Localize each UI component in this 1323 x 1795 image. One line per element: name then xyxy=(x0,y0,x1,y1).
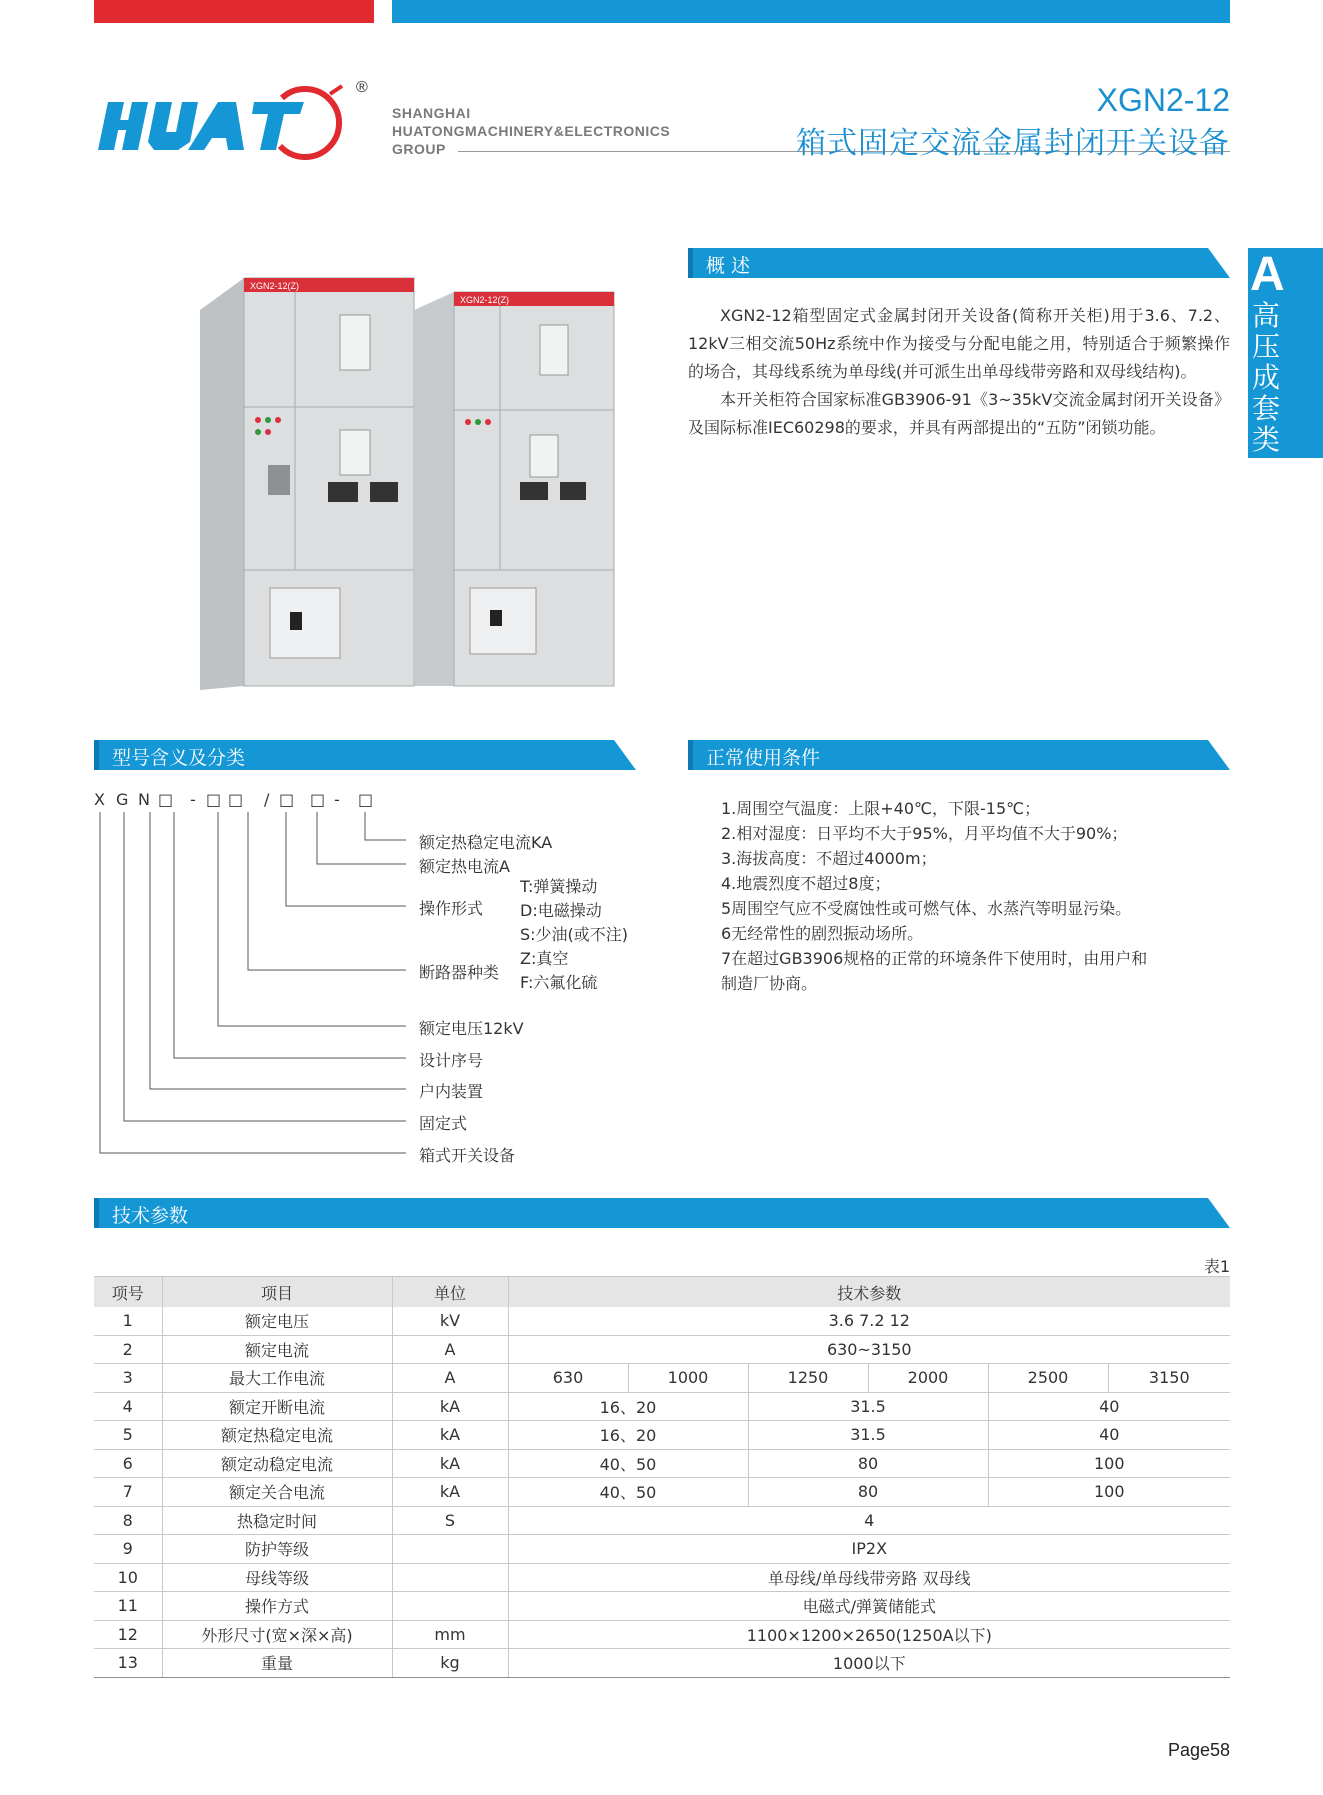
label-vacuum: Z:真空 xyxy=(520,949,569,968)
cell-value: 电磁式/弹簧储能式 xyxy=(508,1592,1230,1621)
cell-no: 12 xyxy=(94,1620,162,1649)
company-name: SHANGHAI HUATONGMACHINERY&ELECTRONICS GROUP xyxy=(392,105,671,157)
condition-item: 5周围空气应不受腐蚀性或可燃气体、水蒸汽等明显污染。 xyxy=(721,899,1132,918)
page-title: 箱式固定交流金属封闭开关设备 xyxy=(796,126,1230,161)
cell-unit: kA xyxy=(392,1449,508,1478)
cell-value: 16、20 xyxy=(508,1392,748,1421)
cell-unit xyxy=(392,1535,508,1564)
cell-value: 630~3150 xyxy=(508,1335,1230,1364)
label-oil: S:少油(或不注) xyxy=(520,925,629,944)
condition-item: 1.周围空气温度：上限+40℃，下限-15℃； xyxy=(721,799,1041,818)
cell-value: 单母线/单母线带旁路 双母线 xyxy=(508,1563,1230,1592)
table-row xyxy=(94,1478,1230,1507)
cell-value: 80 xyxy=(748,1478,988,1507)
cell-value: 40 xyxy=(988,1392,1230,1421)
header-unit: 单位 xyxy=(392,1277,508,1308)
cell-value: 40 xyxy=(988,1421,1230,1450)
cell-unit: kg xyxy=(392,1649,508,1678)
cell-no: 1 xyxy=(94,1307,162,1335)
page-number: Page58 xyxy=(1167,1740,1230,1760)
cell-item: 热稳定时间 xyxy=(162,1506,392,1535)
code-char: - xyxy=(334,790,340,809)
cell-item: 防护等级 xyxy=(162,1535,392,1564)
cell-no: 4 xyxy=(94,1392,162,1421)
table-row xyxy=(94,1563,1230,1592)
cell-value: 630 xyxy=(508,1364,628,1393)
label-thermal-stable-current: 额定热稳定电流KA xyxy=(419,833,553,852)
table-header-row xyxy=(94,1277,1230,1308)
header-params: 技术参数 xyxy=(508,1277,1230,1308)
label-indoor: 户内装置 xyxy=(419,1082,484,1101)
code-char: G xyxy=(116,790,129,809)
code-char: □ xyxy=(310,790,326,809)
cell-no: 8 xyxy=(94,1506,162,1535)
cell-no: 7 xyxy=(94,1478,162,1507)
cell-value: 1250 xyxy=(748,1364,868,1393)
code-char: □ xyxy=(228,790,244,809)
cell-unit: A xyxy=(392,1335,508,1364)
table-row xyxy=(94,1307,1230,1335)
cell-value: 100 xyxy=(988,1478,1230,1507)
cell-value: 2000 xyxy=(868,1364,988,1393)
cell-unit: kA xyxy=(392,1478,508,1507)
condition-item: 3.海拔高度：不超过4000m； xyxy=(721,849,937,868)
cell-no: 2 xyxy=(94,1335,162,1364)
condition-item: 7在超过GB3906规格的正常的环境条件下使用时，由用户和 xyxy=(721,949,1148,968)
cell-value: 31.5 xyxy=(748,1421,988,1450)
cell-no: 13 xyxy=(94,1649,162,1678)
model-meaning-heading: 型号含义及分类 xyxy=(94,740,636,770)
cell-no: 3 xyxy=(94,1364,162,1393)
tech-params-table xyxy=(94,1276,1230,1678)
cell-unit xyxy=(392,1563,508,1592)
label-operation-type: 操作形式 xyxy=(419,899,484,918)
cell-unit xyxy=(392,1592,508,1621)
top-blue-bar xyxy=(392,0,1230,23)
cell-item: 最大工作电流 xyxy=(162,1364,392,1393)
category-text: 高压成套类 xyxy=(1252,299,1281,456)
cell-unit: kV xyxy=(392,1307,508,1335)
label-sf6: F:六氟化硫 xyxy=(520,973,598,992)
cabinet-label-left: XGN2-12(Z) xyxy=(250,281,300,291)
code-char: □ xyxy=(158,790,174,809)
table-row xyxy=(94,1449,1230,1478)
cell-value: 4 xyxy=(508,1506,1230,1535)
label-electromagnetic: D:电磁操动 xyxy=(520,901,602,920)
cell-no: 10 xyxy=(94,1563,162,1592)
cell-value: 1000 xyxy=(628,1364,748,1393)
table-row xyxy=(94,1392,1230,1421)
label-design-no: 设计序号 xyxy=(419,1051,484,1070)
cell-value: 16、20 xyxy=(508,1421,748,1450)
cell-unit: mm xyxy=(392,1620,508,1649)
cell-item: 额定开断电流 xyxy=(162,1392,392,1421)
cell-unit: kA xyxy=(392,1421,508,1450)
table-row xyxy=(94,1592,1230,1621)
cell-value: IP2X xyxy=(508,1535,1230,1564)
cell-item: 外形尺寸(宽×深×高) xyxy=(162,1620,392,1649)
cell-value: 3.6 7.2 12 xyxy=(508,1307,1230,1335)
code-char: - xyxy=(190,790,196,809)
code-char: / xyxy=(264,790,270,809)
product-model: XGN2-12 xyxy=(1096,82,1230,118)
cell-no: 9 xyxy=(94,1535,162,1564)
cell-item: 额定电压 xyxy=(162,1307,392,1335)
header-item: 项目 xyxy=(162,1277,392,1308)
table-row xyxy=(94,1506,1230,1535)
cell-value: 1000以下 xyxy=(508,1649,1230,1678)
cell-item: 额定关合电流 xyxy=(162,1478,392,1507)
cell-unit: A xyxy=(392,1364,508,1393)
table-number: 表1 xyxy=(1203,1257,1230,1276)
cell-value: 100 xyxy=(988,1449,1230,1478)
code-char: □ xyxy=(358,790,374,809)
overview-text xyxy=(688,302,1230,442)
table-row xyxy=(94,1335,1230,1364)
registered-mark: ® xyxy=(356,80,368,96)
cabinet-label-right: XGN2-12(Z) xyxy=(460,295,510,305)
overview-paragraph: 本开关柜符合国家标准GB3906-91《3~35kV交流金属封闭开关设备》及国际标准IEC60298的要求，并具有两部提出的“五防”闭锁功能。 xyxy=(688,390,1230,437)
condition-item: 制造厂协商。 xyxy=(721,974,818,993)
code-char: □ xyxy=(279,790,295,809)
cell-value: 1100×1200×2650(1250A以下) xyxy=(508,1620,1230,1649)
model-code-diagram xyxy=(94,790,654,1170)
cell-value: 40、50 xyxy=(508,1449,748,1478)
cell-item: 额定热稳定电流 xyxy=(162,1421,392,1450)
table-row xyxy=(94,1535,1230,1564)
conditions-list xyxy=(721,796,1231,996)
label-fixed: 固定式 xyxy=(419,1114,468,1133)
cell-item: 额定电流 xyxy=(162,1335,392,1364)
code-char: □ xyxy=(206,790,222,809)
code-char: X xyxy=(94,790,105,809)
cell-item: 母线等级 xyxy=(162,1563,392,1592)
label-rated-current: 额定热电流A xyxy=(419,857,510,876)
label-breaker-type: 断路器种类 xyxy=(419,963,500,982)
overview-heading: 概 述 xyxy=(688,248,1230,278)
cell-no: 5 xyxy=(94,1421,162,1450)
cell-no: 6 xyxy=(94,1449,162,1478)
overview-paragraph: XGN2-12箱型固定式金属封闭开关设备(简称开关柜)用于3.6、7.2、12kV三相交流50Hz系统中作为接受与分配电能之用，特别适合于频繁操作的场合，其母线系统为单母线(并可派生出单母线带旁路和双母线结构)。 xyxy=(688,306,1230,381)
table-row xyxy=(94,1620,1230,1649)
code-char: N xyxy=(138,790,150,809)
label-spring-operated: T:弹簧操动 xyxy=(520,877,598,896)
cell-unit: S xyxy=(392,1506,508,1535)
header-no: 项号 xyxy=(94,1277,162,1308)
cell-no: 11 xyxy=(94,1592,162,1621)
table-row xyxy=(94,1421,1230,1450)
condition-item: 4.地震烈度不超过8度； xyxy=(721,874,891,893)
cell-value: 2500 xyxy=(988,1364,1108,1393)
cell-unit: kA xyxy=(392,1392,508,1421)
cell-value: 80 xyxy=(748,1449,988,1478)
top-red-bar xyxy=(94,0,374,23)
condition-item: 6无经常性的剧烈振动场所。 xyxy=(721,924,924,943)
label-rated-voltage: 额定电压12kV xyxy=(419,1019,524,1038)
cell-value: 40、50 xyxy=(508,1478,748,1507)
category-letter: A xyxy=(1250,248,1285,301)
cell-item: 操作方式 xyxy=(162,1592,392,1621)
cell-item: 额定动稳定电流 xyxy=(162,1449,392,1478)
condition-item: 2.相对湿度：日平均不大于95%，月平均值不大于90%； xyxy=(721,824,1128,843)
conditions-heading: 正常使用条件 xyxy=(688,740,1230,770)
label-box-switchgear: 箱式开关设备 xyxy=(419,1146,516,1165)
table-row xyxy=(94,1649,1230,1678)
cell-value: 3150 xyxy=(1108,1364,1230,1393)
switchgear-image xyxy=(200,270,620,700)
tech-heading: 技术参数 xyxy=(94,1198,1230,1228)
huatong-logo xyxy=(94,80,372,162)
cell-item: 重量 xyxy=(162,1649,392,1678)
cell-value: 31.5 xyxy=(748,1392,988,1421)
table-row xyxy=(94,1364,1230,1393)
